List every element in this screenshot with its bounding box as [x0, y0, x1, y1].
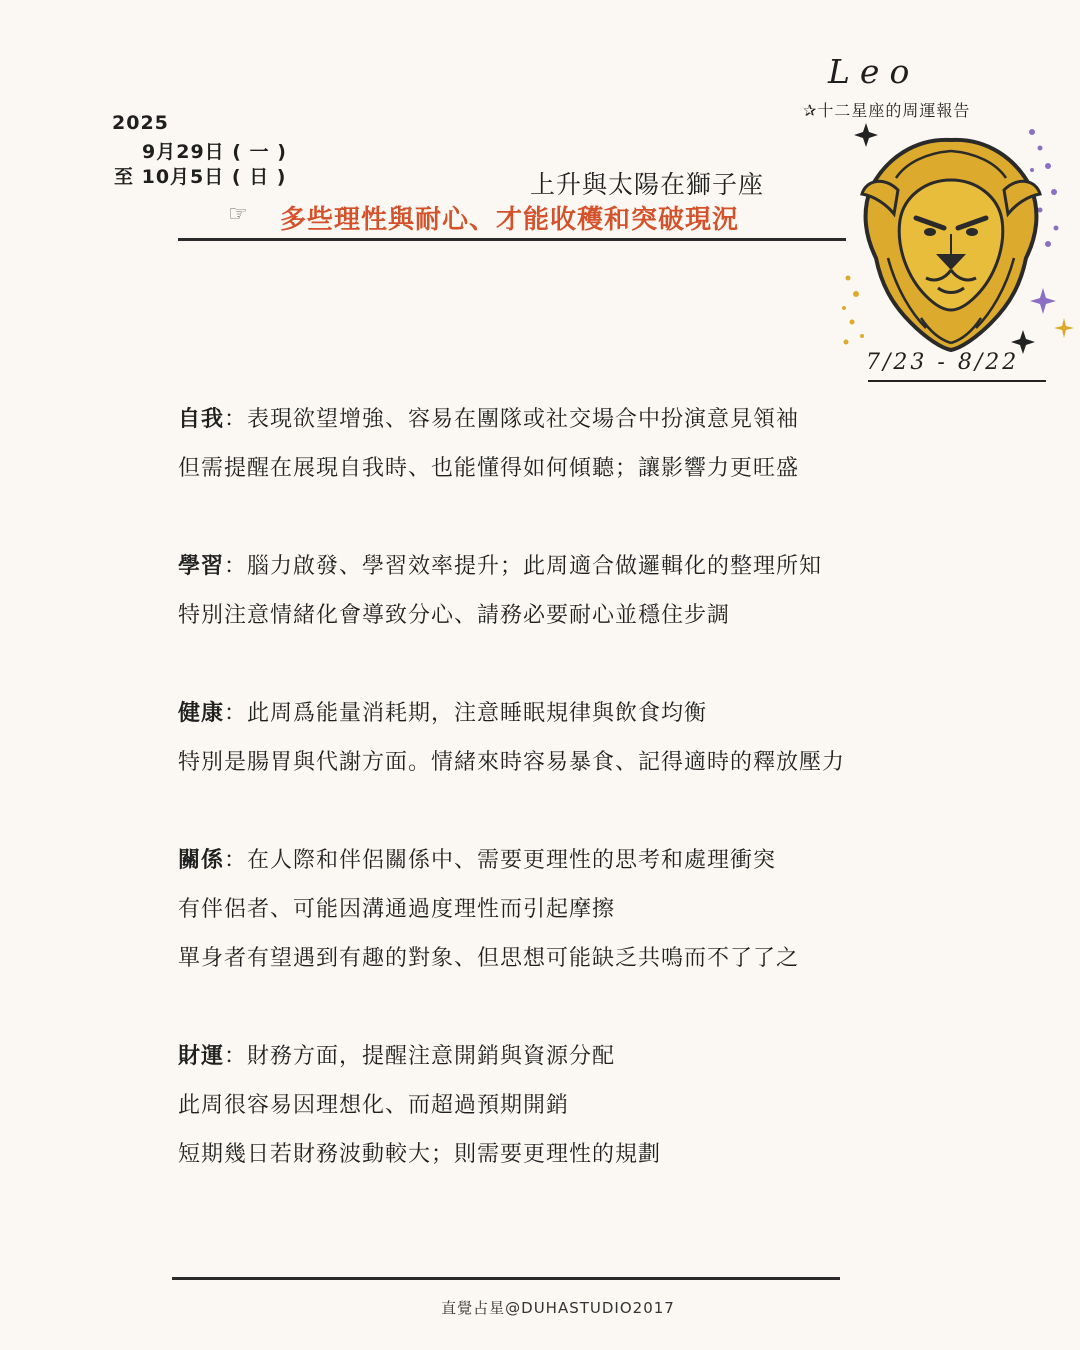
sparkle-icon: [1030, 288, 1056, 314]
section-text: ：在人際和伴侶關係中、需要更理性的思考和處理衝突: [224, 848, 777, 873]
section-text: 特別是腸胃與代謝方面。情緒來時容易暴食、記得適時的釋放壓力: [178, 750, 846, 775]
section-relationship: [178, 836, 799, 983]
section-label: 健康: [178, 701, 225, 726]
section-finance: [178, 1032, 661, 1179]
page-headline: 多些理性與耐心、才能收穫和突破現況: [280, 205, 740, 235]
section-health: [178, 689, 845, 787]
section-label: 自我: [178, 407, 225, 432]
section-text: ：表現欲望增強、容易在團隊或社交場合中扮演意見領袖: [224, 407, 800, 432]
page-subtitle: 上升與太陽在獅子座: [530, 170, 765, 199]
sign-date-range: 7/23 - 8/22: [866, 350, 1020, 375]
section-text: 短期幾日若財務波動較大；則需要更理性的規劃: [178, 1142, 662, 1167]
section-text: ：此周爲能量消耗期，注意睡眠規律與飲食均衡: [224, 701, 708, 726]
section-self: [178, 395, 799, 493]
date-end: 至 10月5日 ( 日 ): [114, 166, 287, 188]
sign-tagline: ✰十二星座的周運報告: [803, 101, 971, 120]
section-text: 此周很容易因理想化、而超過預期開銷: [178, 1093, 570, 1118]
sparkle-icon: [854, 123, 878, 147]
date-start: 9月29日 ( 一 ): [142, 141, 287, 163]
sign-name: Leo: [828, 52, 920, 91]
footer-credit: 直覺占星@DUHASTUDIO2017: [441, 1299, 675, 1317]
pointing-hand-icon: ☞: [228, 202, 248, 227]
range-underline: [868, 380, 1046, 382]
section-learning: [178, 542, 822, 640]
section-label: 關係: [178, 848, 225, 873]
section-text: 單身者有望遇到有趣的對象、但思想可能缺乏共鳴而不了了之: [178, 946, 800, 971]
lion-illustration: [826, 118, 1076, 368]
section-label: 學習: [178, 554, 225, 579]
date-year: 2025: [112, 112, 169, 134]
sparkle-icon: [1054, 318, 1074, 338]
section-text: 有伴侶者、可能因溝通過度理性而引起摩擦: [178, 897, 616, 922]
section-text: ：腦力啟發、學習效率提升；此周適合做邏輯化的整理所知: [224, 554, 823, 579]
section-label: 財運: [178, 1044, 225, 1069]
section-text: 特別注意情緒化會導致分心、請務必要耐心並穩住步調: [178, 603, 731, 628]
section-text: 但需提醒在展現自我時、也能懂得如何傾聽；讓影響力更旺盛: [178, 456, 800, 481]
section-text: ：財務方面，提醒注意開銷與資源分配: [224, 1044, 616, 1069]
bottom-divider: [172, 1277, 840, 1280]
top-divider: [178, 238, 846, 241]
